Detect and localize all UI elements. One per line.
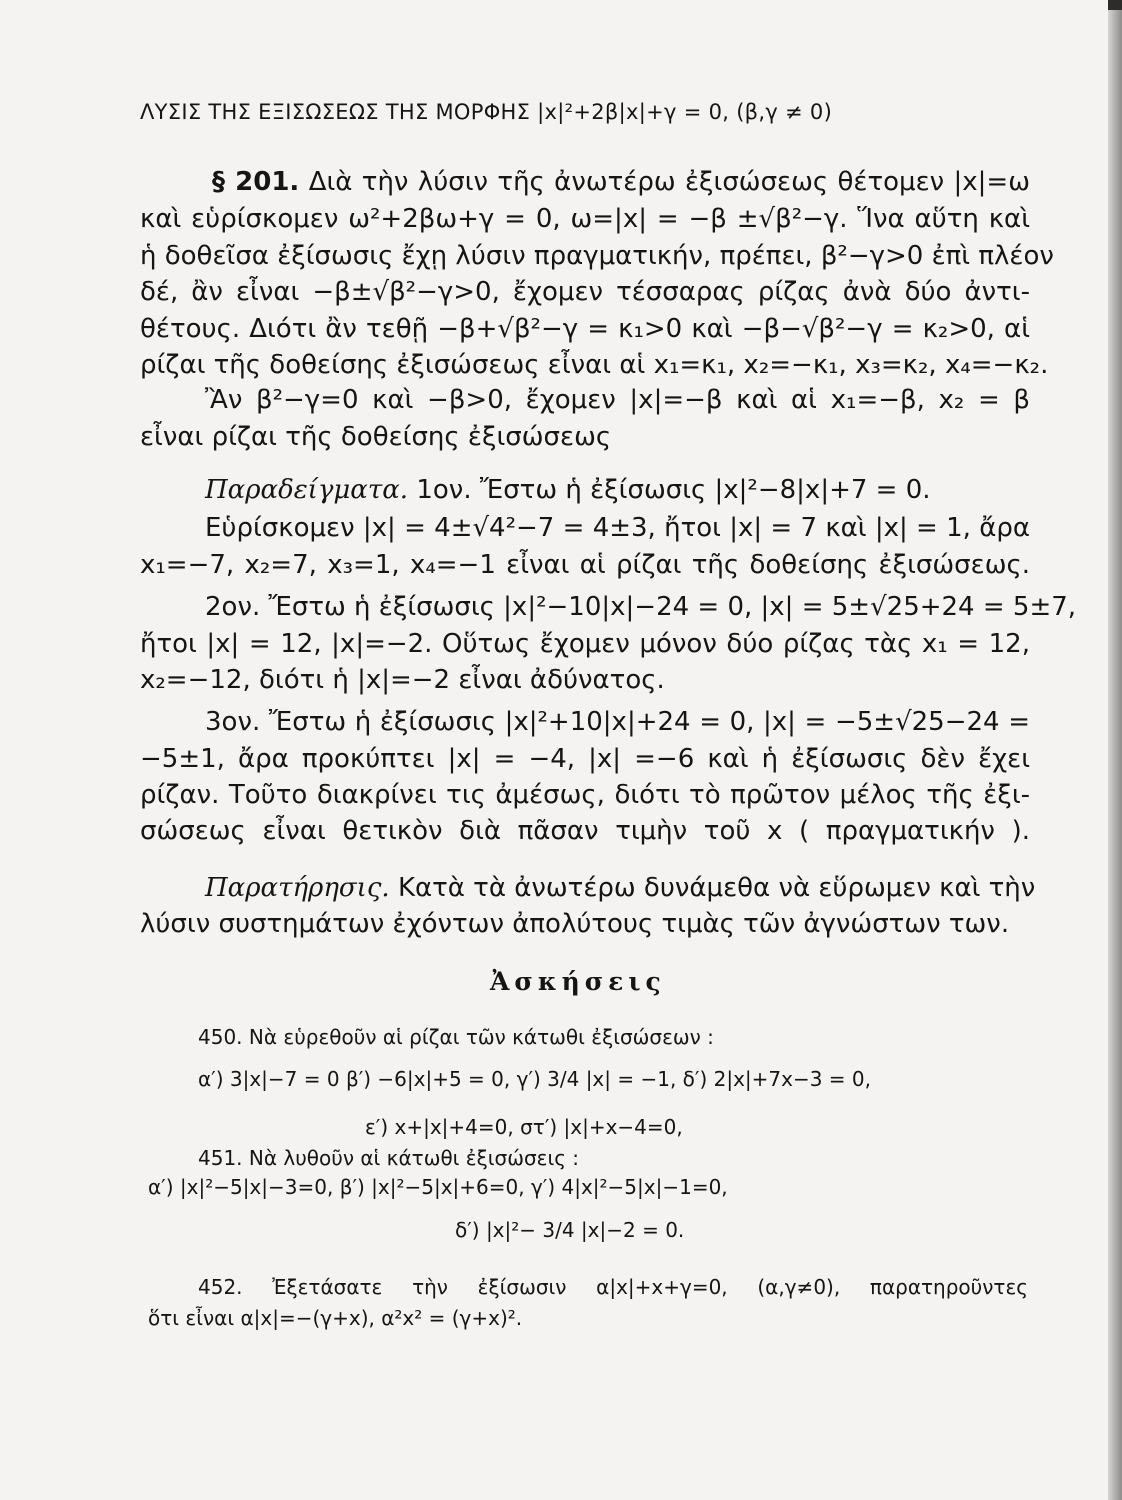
exercise-452-line-1: 452. Ἐξετάσατε τὴν ἐξίσωσιν α|x|+x+γ=0, (α,γ≠0), παρατηροῦντες [198,1275,1028,1299]
section-201-line-2: καὶ εὑρίσκομεν ω²+2βω+γ = 0, ω=|x| = −β ±√β²−γ. Ἵνα αὕτη καὶ [140,204,1030,234]
example-3-line-4: σώσεως εἶναι θετικὸν διὰ πᾶσαν τιμὴν τοῦ x ( πραγματικήν ). [140,816,1030,846]
example-3-line-1: 3ον. Ἔστω ἡ ἐξίσωσις |x|²+10|x|+24 = 0, |x| = −5±√25−24 = [205,707,1030,737]
example-2-line-2: ἤτοι |x| = 12, |x|=−2. Οὕτως ἔχομεν μόνον δύο ρίζας τὰς x₁ = 12, [140,629,1030,659]
exercise-451-prompt: 451. Νὰ λυθοῦν αἱ κάτωθι ἐξισώσεις : [198,1146,580,1170]
example-3-line-2: −5±1, ἄρα προκύπτει |x| = −4, |x| =−6 καὶ ἡ ἐξίσωσις δὲν ἔχει [140,744,1030,774]
exercise-451-line-1: α′) |x|²−5|x|−3=0, β′) |x|²−5|x|+6=0, γ′) 4|x|²−5|x|−1=0, [148,1175,728,1199]
exercise-452-line-2: ὅτι εἶναι α|x|=−(γ+x), α²x² = (γ+x)². [148,1306,523,1330]
section-201-line-6: ρίζαι τῆς δοθείσης ἐξισώσεως εἶναι αἱ x₁=κ₁, x₂=−κ₁, x₃=κ₂, x₄=−κ₂. [140,350,1049,380]
example-1-line-1: Παραδείγματα. 1ον. Ἔστω ἡ ἐξίσωσις |x|²−8|x|+7 = 0. [205,475,931,505]
example-3-line-3: ρίζαν. Τοῦτο διακρίνει τις ἀμέσως, διότι τὸ πρῶτον μέλος τῆς ἐξι- [140,780,1030,810]
remark-line-2: λύσιν συστημάτων ἐχόντων ἀπολύτους τιμὰς τῶν ἀγνώστων των. [140,909,1010,939]
remark-line-1: Παρατήρησις. Κατὰ τὰ ἀνωτέρω δυνάμεθα νὰ εὕρωμεν καὶ τὴν [205,873,1036,903]
example-1-line-3: x₁=−7, x₂=7, x₃=1, x₄=−1 εἶναι αἱ ρίζαι τῆς δοθείσης ἐξισώσεως. [140,550,1030,580]
exercise-451-line-2: δ′) |x|²− 3/4 |x|−2 = 0. [455,1218,685,1242]
page-heading: ΛΥΣΙΣ ΤΗΣ ΕΞΙΣΩΣΕΩΣ ΤΗΣ ΜΟΡΦΗΣ |x|²+2β|x|+γ = 0, (β,γ ≠ 0) [140,100,833,124]
page-edge-mark [1108,0,1122,10]
section-201-line-4: δέ, ἂν εἶναι −β±√β²−γ>0, ἔχομεν τέσσαρας ρίζας ἀνὰ δύο ἀντι- [140,277,1030,307]
exercise-450-line-2: ε′) x+|x|+4=0, στ′) |x|+x−4=0, [365,1115,683,1139]
exercise-450-prompt: 450. Νὰ εὑρεθοῦν αἱ ρίζαι τῶν κάτωθι ἐξισώσεων : [198,1025,714,1049]
example-1-line-2: Εὑρίσκομεν |x| = 4±√4²−7 = 4±3, ἤτοι |x| = 7 καὶ |x| = 1, ἄρα [205,513,1030,543]
example-2-line-3: x₂=−12, διότι ἡ |x|=−2 εἶναι ἀδύνατος. [140,665,665,695]
page-edge-shadow [1108,0,1122,1500]
remark-label: Παρατήρησις. [205,873,390,903]
section-201-line-1: § 201. Διὰ τὴν λύσιν τῆς ἀνωτέρω ἐξισώσεως θέτομεν |x|=ω [212,167,1030,197]
section-201-line-3: ἡ δοθεῖσα ἐξίσωσις ἔχῃ λύσιν πραγματικήν, πρέπει, β²−γ>0 ἐπὶ πλέον [140,241,1054,271]
section-201-line-8: εἶναι ρίζαι τῆς δοθείσης ἐξισώσεως [140,422,612,452]
section-201-line-5: θέτους. Διότι ἂν τεθῇ −β+√β²−γ = κ₁>0 καὶ −β−√β²−γ = κ₂>0, αἱ [140,314,1030,344]
exercise-450-line-1: α′) 3|x|−7 = 0 β′) −6|x|+5 = 0, γ′) 3/4 |x| = −1, δ′) 2|x|+7x−3 = 0, [198,1067,872,1091]
exercises-title: Ἀσκήσεις [490,967,666,996]
examples-label: Παραδείγματα. [205,475,409,505]
section-number: § 201. [212,167,300,197]
example-2-line-1: 2ον. Ἔστω ἡ ἐξίσωσις |x|²−10|x|−24 = 0, |x| = 5±√25+24 = 5±7, [205,592,1077,622]
section-201-line-7: Ἂν β²−γ=0 καὶ −β>0, ἔχομεν |x|=−β καὶ αἱ x₁=−β, x₂ = β [205,385,1030,415]
